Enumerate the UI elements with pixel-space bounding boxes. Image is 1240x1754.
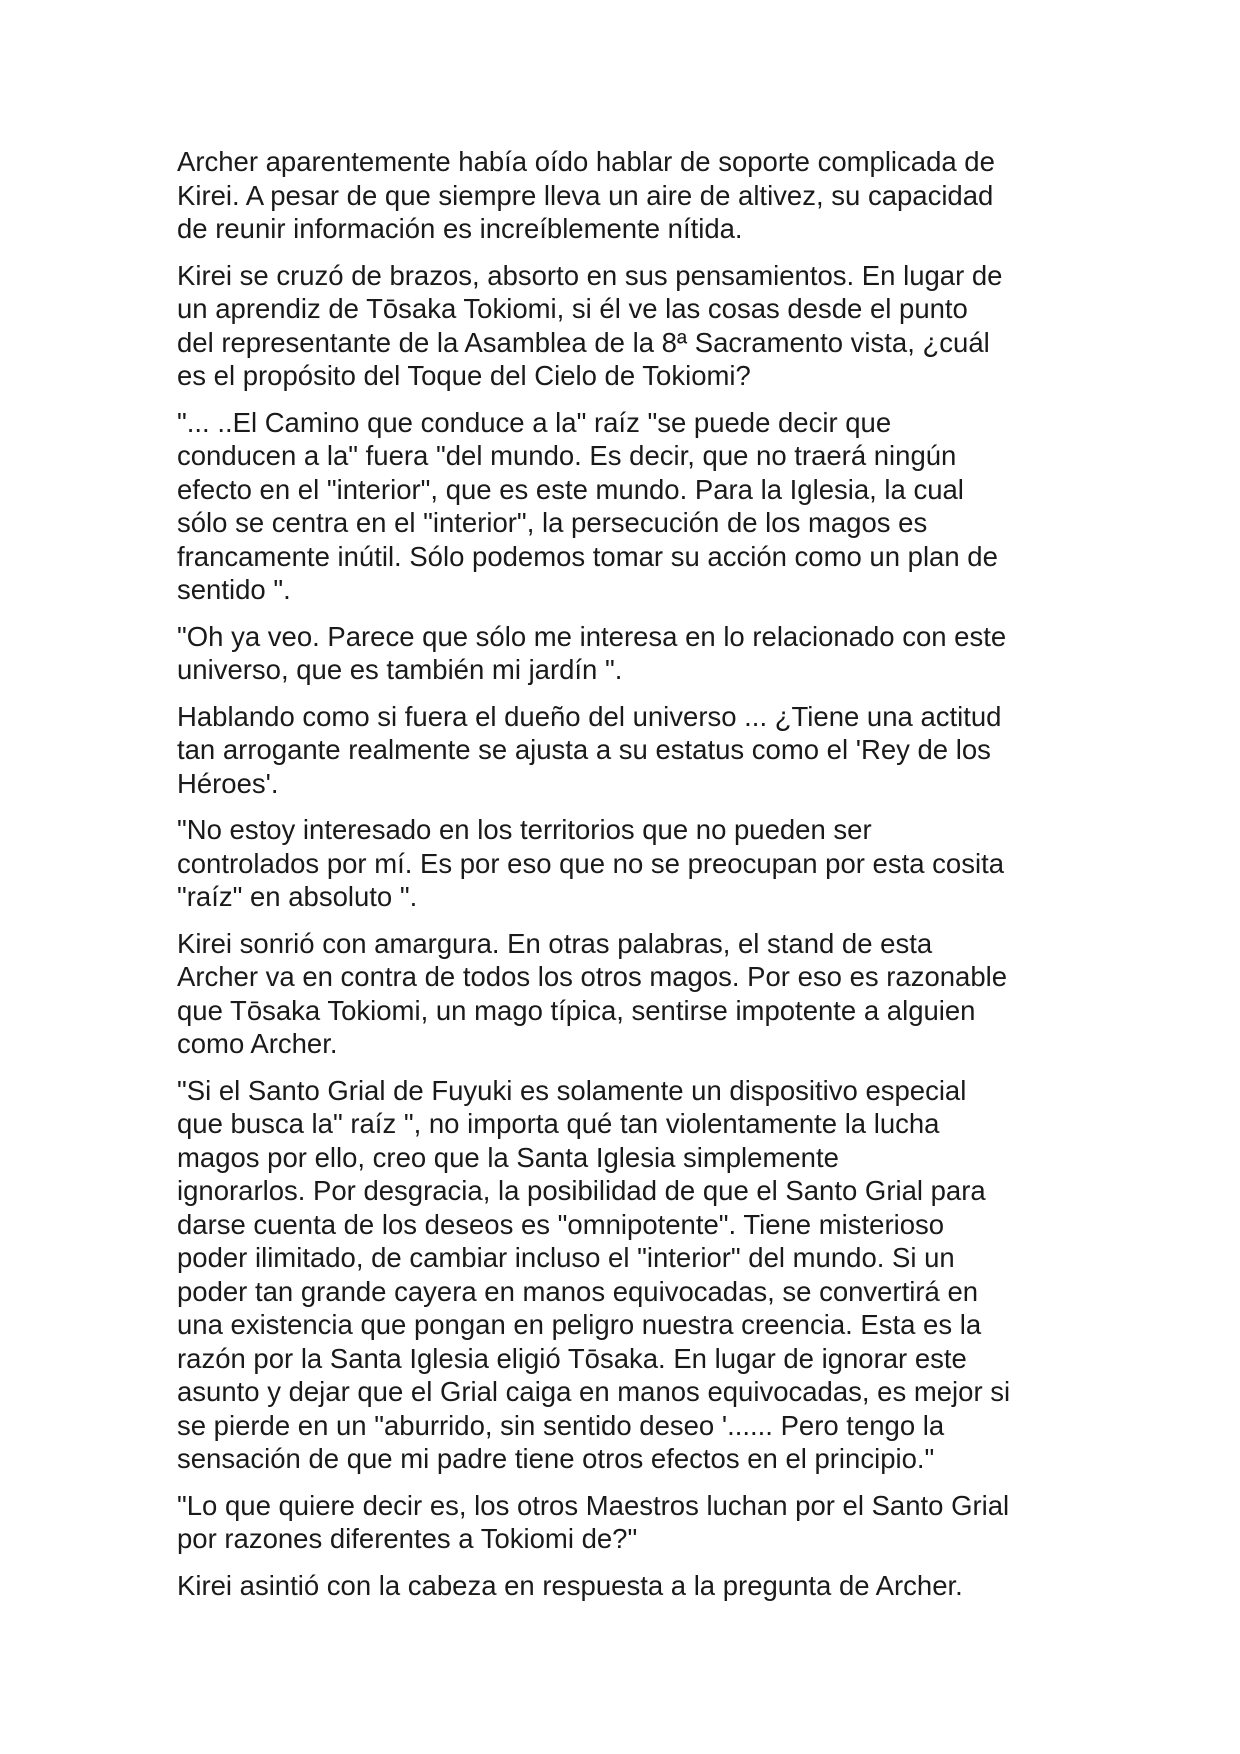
paragraph-3 bbox=[177, 406, 1067, 607]
text-line: Kirei asintió con la cabeza en respuesta a la pregunta de Archer. bbox=[177, 1569, 963, 1601]
paragraph-2 bbox=[177, 259, 1067, 393]
paragraph-9 bbox=[177, 1489, 1067, 1556]
text-line: "Oh ya veo. Parece que sólo me interesa en lo relacionado con este bbox=[177, 620, 1007, 652]
text-line: Archer aparentemente había oído hablar de soporte complicada de bbox=[177, 146, 995, 177]
text-line: sensación de que mi padre tiene otros efectos en el principio." bbox=[177, 1443, 935, 1474]
text-line: Archer va en contra de todos los otros magos. Por eso es razonable bbox=[177, 961, 1008, 992]
text-line: "... ..El Camino que conduce a la" raíz "se puede decir que bbox=[177, 406, 892, 438]
text-line: por razones diferentes a Tokiomi de?" bbox=[177, 1523, 638, 1554]
text-line: un aprendiz de Tōsaka Tokiomi, si él ve las cosas desde el punto bbox=[177, 293, 968, 324]
text-line: controlados por mí. Es por eso que no se preocupan por esta cosita bbox=[177, 847, 1005, 879]
text-line: que Tōsaka Tokiomi, un mago típica, sentirse impotente a alguien bbox=[177, 994, 976, 1026]
text-line: ignorarlos. Por desgracia, la posibilidad de que el Santo Grial para bbox=[177, 1175, 986, 1206]
text-line: "No estoy interesado en los territorios que no pueden ser bbox=[177, 814, 872, 845]
text-line: se pierde en un "aburrido, sin sentido deseo '...... Pero tengo la bbox=[177, 1409, 945, 1441]
text-line: del representante de la Asamblea de la 8ª Sacramento vista, ¿cuál bbox=[177, 326, 990, 358]
text-line: es el propósito del Toque del Cielo de Tokiomi? bbox=[177, 360, 751, 391]
text-line: una existencia que pongan en peligro nuestra creencia. Esta es la bbox=[177, 1309, 982, 1340]
text-line: poder tan grande cayera en manos equivocadas, se convertirá en bbox=[177, 1275, 979, 1307]
paragraph-10 bbox=[177, 1569, 1067, 1603]
text-line: conducen a la" fuera "del mundo. Es decir, que no traerá ningún bbox=[177, 440, 957, 471]
paragraph-8 bbox=[177, 1074, 1067, 1476]
text-line: sentido ". bbox=[177, 574, 291, 605]
text-line: francamente inútil. Sólo podemos tomar su acción como un plan de bbox=[177, 540, 998, 572]
text-line: Kirei. A pesar de que siempre lleva un aire de altivez, su capacidad bbox=[177, 179, 994, 211]
paragraph-4 bbox=[177, 620, 1067, 687]
text-line: Héroes'. bbox=[177, 767, 279, 799]
paragraph-7 bbox=[177, 927, 1067, 1061]
text-line: como Archer. bbox=[177, 1028, 338, 1059]
text-line: que busca la" raíz ", no importa qué tan violentamente la lucha bbox=[177, 1108, 940, 1139]
text-line: universo, que es también mi jardín ". bbox=[177, 654, 623, 685]
text-line: Hablando como si fuera el dueño del universo ... ¿Tiene una actitud bbox=[177, 700, 1002, 732]
text-line: Kirei se cruzó de brazos, absorto en sus pensamientos. En lugar de bbox=[177, 259, 1003, 291]
text-line: "raíz" en absoluto ". bbox=[177, 881, 418, 912]
text-line: tan arrogante realmente se ajusta a su estatus como el 'Rey de los bbox=[177, 734, 991, 765]
text-line: Kirei sonrió con amargura. En otras palabras, el stand de esta bbox=[177, 927, 933, 959]
text-line: poder ilimitado, de cambiar incluso el "interior" del mundo. Si un bbox=[177, 1242, 955, 1273]
paragraph-6 bbox=[177, 813, 1067, 914]
text-line: darse cuenta de los deseos es "omnipotente". Tiene misterioso bbox=[177, 1208, 945, 1240]
text-line: sólo se centra en el "interior", la persecución de los magos es bbox=[177, 507, 928, 538]
paragraph-1 bbox=[177, 145, 1067, 246]
text-line: magos por ello, creo que la Santa Iglesia simplemente bbox=[177, 1141, 839, 1173]
text-line: de reunir información es increíblemente nítida. bbox=[177, 213, 743, 244]
text-line: "Lo que quiere decir es, los otros Maestros luchan por el Santo Grial bbox=[177, 1489, 1010, 1521]
text-line: razón por la Santa Iglesia eligió Tōsaka. En lugar de ignorar este bbox=[177, 1342, 967, 1374]
document-body bbox=[177, 145, 1067, 1615]
paragraph-5 bbox=[177, 700, 1067, 801]
text-line: "Si el Santo Grial de Fuyuki es solamente un dispositivo especial bbox=[177, 1074, 967, 1106]
text-line: efecto en el "interior", que es este mundo. Para la Iglesia, la cual bbox=[177, 473, 964, 505]
text-line: asunto y dejar que el Grial caiga en manos equivocadas, es mejor si bbox=[177, 1376, 1011, 1407]
